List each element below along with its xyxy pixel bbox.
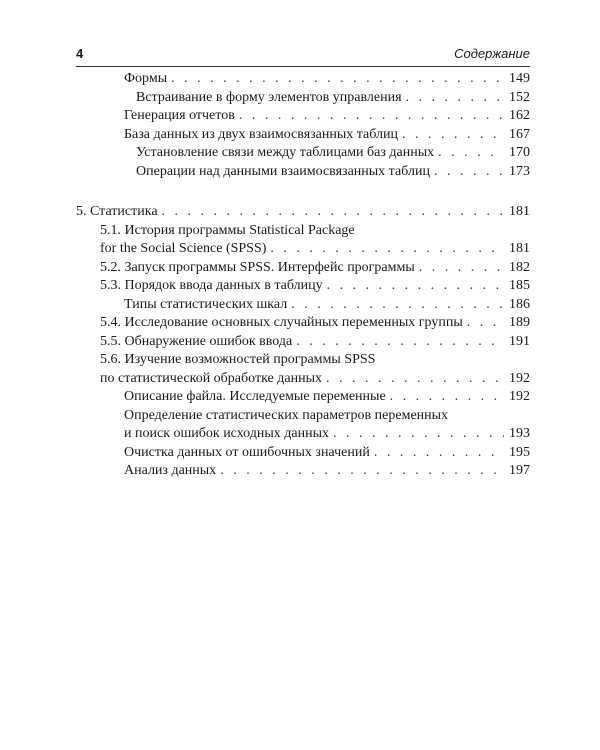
toc-entry-title: по статистической обработке данных: [100, 370, 322, 386]
toc-entry-title: 5.5. Обнаружение ошибок ввода: [100, 333, 293, 349]
toc-entry-page: 195: [509, 444, 530, 460]
toc-entry-5-3: [76, 277, 530, 296]
dot-leader: [333, 425, 504, 444]
toc-entry-page: 170: [509, 145, 530, 160]
toc-entry-page: 192: [509, 389, 530, 404]
toc-entry-table-relations: [76, 144, 530, 163]
toc-entry-5-5: [76, 333, 530, 352]
toc-entry-file-description: [76, 388, 530, 407]
toc-entry-5-6-line1: 5.6. Изучение возможностей программы SPSS: [100, 352, 376, 367]
toc-entry-5-1-line1: 5.1. История программы Statistical Package: [100, 222, 355, 238]
toc-entry-data-analysis: [76, 462, 530, 481]
dot-leader: [291, 296, 504, 315]
toc-entry-5-4: [76, 314, 530, 333]
dot-leader: [296, 333, 504, 352]
dot-leader: [467, 314, 504, 333]
toc-entry-page: 181: [509, 204, 530, 219]
toc-entry-title: Операции над данными взаимосвязанных таблиц: [136, 163, 430, 179]
toc-entry-stat-params-line1: Определение статистических параметров переменных: [124, 407, 449, 423]
toc-entry-page: 167: [509, 126, 530, 142]
dot-leader: [374, 444, 504, 463]
toc-entry-title: Формы: [124, 71, 168, 86]
toc-entry-title: Описание файла. Исследуемые переменные: [124, 389, 386, 404]
section-gap: [76, 181, 530, 203]
toc-entry-title: Анализ данных: [124, 463, 217, 478]
dot-leader: [402, 126, 504, 145]
toc-entry-title: Встраивание в форму элементов управления: [136, 89, 402, 105]
dot-leader: [239, 107, 504, 126]
running-title: Содержание: [454, 46, 530, 61]
page-number: 4: [76, 46, 84, 61]
toc-chapter-statistics: [76, 203, 530, 222]
toc-entry-scale-types: [76, 296, 530, 315]
toc-entry-page: 149: [509, 71, 530, 86]
page-header: [76, 44, 530, 67]
table-of-contents: [76, 70, 530, 481]
toc-entry-title: 5.3. Порядок ввода данных в таблицу: [100, 278, 323, 293]
toc-entry-page: 193: [509, 426, 530, 441]
toc-entry-title: 5.2. Запуск программы SPSS. Интерфейс программы: [100, 259, 415, 275]
toc-entry-page: 197: [509, 463, 530, 478]
toc-entry-title: 5. Статистика: [76, 204, 158, 219]
dot-leader: [270, 240, 504, 259]
toc-entry-page: 185: [509, 278, 530, 293]
toc-entry-5-2: [76, 259, 530, 278]
toc-entry-title: for the Social Science (SPSS): [100, 241, 267, 256]
toc-entry-forms: [76, 70, 530, 89]
toc-entry-embed-controls: [76, 89, 530, 108]
dot-leader: [406, 89, 504, 108]
toc-entry-page: 192: [509, 370, 530, 386]
toc-entry-title: Генерация отчетов: [124, 108, 235, 123]
dot-leader: [419, 259, 504, 278]
toc-entry-5-6: [76, 370, 530, 389]
dot-leader: [438, 144, 504, 163]
toc-entry-page: 191: [509, 333, 530, 349]
toc-entry-title: База данных из двух взаимосвязанных таблиц: [124, 126, 399, 142]
dot-leader: [171, 70, 504, 89]
dot-leader: [434, 163, 504, 182]
toc-entry-title: Установление связи между таблицами баз данных: [136, 145, 435, 160]
toc-entry-page: 189: [509, 315, 530, 330]
toc-entry-page: 181: [509, 241, 530, 256]
toc-entry-title: Типы статистических шкал: [124, 296, 288, 312]
toc-entry-data-cleaning: [76, 444, 530, 463]
dot-leader: [162, 203, 504, 222]
toc-entry-page: 162: [509, 108, 530, 123]
toc-entry-reports: [76, 107, 530, 126]
dot-leader: [220, 462, 504, 481]
toc-entry-page: 173: [509, 163, 530, 179]
toc-entry-title: и поиск ошибок исходных данных: [124, 426, 330, 441]
toc-entry-title: Очистка данных от ошибочных значений: [124, 444, 370, 460]
toc-entry-title: 5.4. Исследование основных случайных переменных группы: [100, 315, 463, 330]
toc-entry-page: 186: [509, 296, 530, 312]
dot-leader: [327, 277, 504, 296]
toc-entry-page: 152: [509, 89, 530, 105]
toc-entry-stat-params: [76, 425, 530, 444]
toc-entry-page: 182: [509, 259, 530, 275]
dot-leader: [326, 370, 504, 389]
toc-entry-linked-operations: [76, 163, 530, 182]
toc-entry-5-1: [76, 240, 530, 259]
dot-leader: [390, 388, 504, 407]
toc-entry-linked-db: [76, 126, 530, 145]
